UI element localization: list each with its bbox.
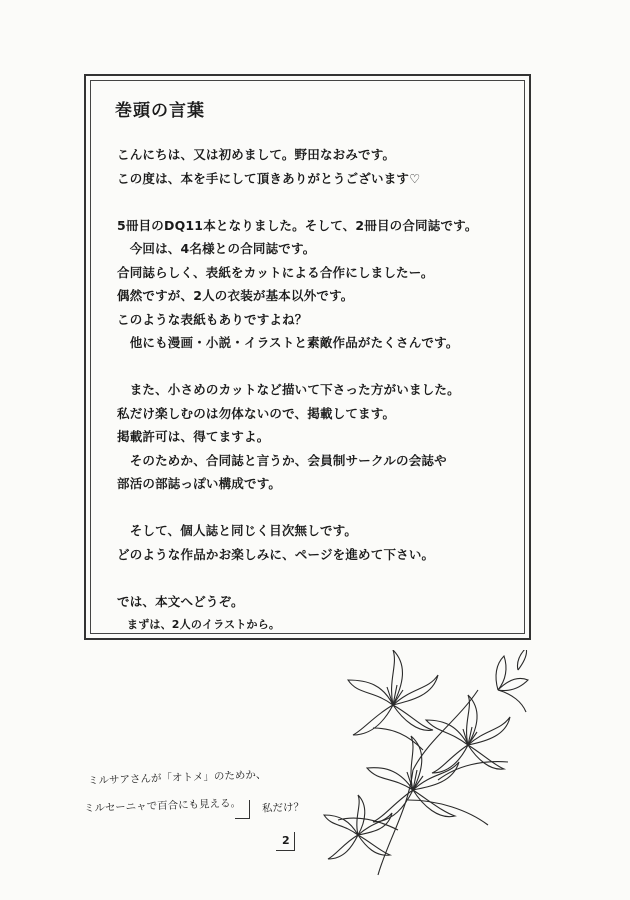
text-line: 私だけ楽しむのは勿体ないので、掲載してます。 — [117, 405, 396, 421]
handwritten-underline — [235, 800, 250, 819]
handwritten-note-line-3: 私だけ？ — [261, 801, 305, 815]
text-line: 5冊目のDQ11本となりました。そして、2冊目の合同誌です。 — [117, 217, 478, 233]
handwritten-note-line-2: ミルセーニャで百合にも見える。 — [83, 797, 242, 815]
text-line: では、本文へどうぞ。 — [117, 593, 244, 609]
lily-bud — [517, 650, 526, 670]
lily-bloom — [348, 650, 438, 735]
lily-flower-illustration — [318, 650, 538, 880]
page-number: 2 — [282, 834, 290, 847]
lily-bud — [496, 656, 528, 712]
foreword-body — [117, 143, 517, 637]
lily-bloom — [367, 736, 459, 822]
text-line: 他にも漫画・小説・イラストと素敵作品がたくさんです。 — [117, 335, 459, 350]
closing-note: まずは、2人のイラストから。 — [127, 618, 281, 631]
text-line: 合同誌らしく、表紙をカットによる合作にしましたー。 — [117, 264, 434, 280]
lily-bloom — [324, 795, 392, 859]
text-line: 今回は、4名様との合同誌です。 — [117, 241, 316, 256]
text-line: このような表紙もありですよね？ — [117, 311, 308, 327]
handwritten-note-line-1: ミルサアさんが「オトメ」のためか、 — [87, 768, 267, 788]
text-line: この度は、本を手にして頂きありがとうございます♡ — [117, 170, 421, 186]
text-line: そのためか、合同誌と言うか、会員制サークルの会誌や — [117, 452, 447, 468]
text-line: こんにちは、又は初めまして。野田なおみです。 — [117, 147, 396, 162]
text-line: どのような作品かお楽しみに、ページを進めて下さい。 — [117, 546, 435, 562]
page-heading: 巻頭の言葉 — [115, 101, 205, 121]
text-line: 偶然ですが、2人の衣装が基本以外です。 — [117, 288, 354, 303]
text-line: 掲載許可は、得てますよ。 — [117, 429, 270, 444]
text-line: そして、個人誌と同じく目次無しです。 — [117, 523, 358, 538]
text-line: 部活の部誌っぽい構成です。 — [117, 476, 282, 491]
text-line: また、小さめのカットなど描いて下さった方がいました。 — [117, 382, 460, 397]
